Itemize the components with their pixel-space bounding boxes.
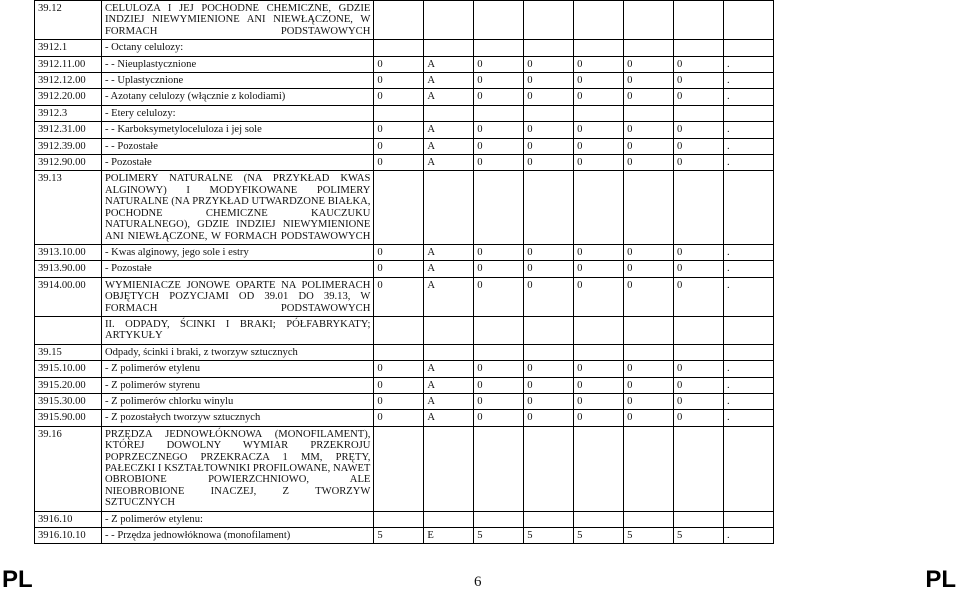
tariff-table [34, 0, 774, 544]
page-number: 6 [474, 574, 482, 590]
value-cell-5 [574, 511, 624, 527]
value-cell-8: . [723, 528, 773, 544]
table-row [35, 105, 774, 121]
value-cell-7: 0 [674, 73, 724, 89]
description-cell: - Octany celulozy: [101, 40, 373, 56]
value-cell-5: 0 [574, 261, 624, 277]
value-cell-6 [624, 105, 674, 121]
value-cell-3 [474, 40, 524, 56]
description-cell: - - Uplastycznione [101, 73, 373, 89]
cn-code-cell: 39.12 [35, 1, 102, 40]
value-cell-7 [674, 171, 724, 244]
value-cell-7: 0 [674, 410, 724, 426]
cn-code-cell: 3913.10.00 [35, 244, 102, 260]
value-cell-6: 0 [624, 261, 674, 277]
value-cell-7: 0 [674, 244, 724, 260]
value-cell-8: . [723, 377, 773, 393]
value-cell-1 [374, 316, 424, 344]
value-cell-5: 0 [574, 277, 624, 316]
description-cell: Odpady, ścinki i braki, z tworzyw sztucznych [101, 344, 373, 360]
cn-code-cell: 3915.10.00 [35, 361, 102, 377]
value-cell-2: A [424, 393, 474, 409]
table-row [35, 1, 774, 40]
value-cell-4 [524, 426, 574, 511]
page-footer [0, 566, 960, 594]
value-cell-2: A [424, 244, 474, 260]
value-cell-1 [374, 1, 424, 40]
table-row [35, 40, 774, 56]
description-cell: - Kwas alginowy, jego sole i estry [101, 244, 373, 260]
value-cell-1: 0 [374, 122, 424, 138]
value-cell-8: . [723, 138, 773, 154]
value-cell-5: 0 [574, 393, 624, 409]
cn-code-cell: 3915.30.00 [35, 393, 102, 409]
table-row [35, 155, 774, 171]
value-cell-8 [723, 40, 773, 56]
value-cell-5 [574, 344, 624, 360]
value-cell-8: . [723, 73, 773, 89]
cn-code-cell: 3913.90.00 [35, 261, 102, 277]
value-cell-6: 0 [624, 122, 674, 138]
value-cell-7: 0 [674, 138, 724, 154]
description-cell: CELULOZA I JEJ POCHODNE CHEMICZNE, GDZIE INDZIEJ NIEWYMIENIONE ANI NIEWŁĄCZONE, W FORMACH PODSTAWOWYCH [101, 1, 373, 40]
description-cell: PRZĘDZA JEDNOWŁÓKNOWA (MONOFILAMENT), KTÓREJ DOWOLNY WYMIAR PRZEKROJU POPRZECZNEGO PRZEKRACZA 1 MM, PRĘTY, PAŁECZKI I KSZTAŁTOWNIKI PROFILOWANE, NAWET OBROBIONE POWIERZCHNIOWO, ALE NIEOBROBIONE INACZEJ, Z TWORZYW SZTUCZNYCH [101, 426, 373, 511]
table-row [35, 244, 774, 260]
value-cell-3 [474, 344, 524, 360]
value-cell-1: 0 [374, 377, 424, 393]
value-cell-8 [723, 171, 773, 244]
value-cell-1: 0 [374, 410, 424, 426]
value-cell-3: 0 [474, 277, 524, 316]
value-cell-2: A [424, 56, 474, 72]
value-cell-6: 0 [624, 89, 674, 105]
value-cell-6 [624, 1, 674, 40]
value-cell-5: 0 [574, 138, 624, 154]
value-cell-3: 0 [474, 89, 524, 105]
description-cell: WYMIENIACZE JONOWE OPARTE NA POLIMERACH OBJĘTYCH POZYCJAMI OD 39.01 DO 39.13, W FORMACH PODSTAWOWYCH [101, 277, 373, 316]
cn-code-cell: 3915.90.00 [35, 410, 102, 426]
cn-code-cell [35, 316, 102, 344]
value-cell-6: 0 [624, 410, 674, 426]
value-cell-4: 0 [524, 361, 574, 377]
value-cell-5 [574, 40, 624, 56]
tariff-document [34, 0, 774, 544]
value-cell-2 [424, 1, 474, 40]
value-cell-7: 0 [674, 122, 724, 138]
value-cell-6: 0 [624, 138, 674, 154]
value-cell-5 [574, 316, 624, 344]
value-cell-3: 0 [474, 261, 524, 277]
value-cell-2: A [424, 361, 474, 377]
value-cell-3: 0 [474, 122, 524, 138]
value-cell-6 [624, 40, 674, 56]
value-cell-3 [474, 511, 524, 527]
table-row [35, 344, 774, 360]
value-cell-7: 0 [674, 361, 724, 377]
value-cell-7 [674, 426, 724, 511]
cn-code-cell: 3916.10 [35, 511, 102, 527]
country-code-right: PL [925, 566, 956, 593]
value-cell-6: 0 [624, 277, 674, 316]
description-cell: - - Pozostałe [101, 138, 373, 154]
description-cell: - Z polimerów etylenu [101, 361, 373, 377]
value-cell-4: 0 [524, 244, 574, 260]
value-cell-5: 0 [574, 73, 624, 89]
value-cell-5 [574, 105, 624, 121]
description-cell: POLIMERY NATURALNE (NA PRZYKŁAD KWAS ALGINOWY) I MODYFIKOWANE POLIMERY NATURALNE (NA PRZYKŁAD UTWARDZONE BIAŁKA, POCHODNE CHEMICZNE KAUCZUKU NATURALNEGO), GDZIE INDZIEJ NIEWYMIENIONE ANI NIEWŁĄCZONE, W FORMACH PODSTAWOWYCH [101, 171, 373, 244]
value-cell-8 [723, 426, 773, 511]
cn-code-cell: 3912.20.00 [35, 89, 102, 105]
value-cell-8: . [723, 261, 773, 277]
value-cell-5: 0 [574, 361, 624, 377]
value-cell-3: 0 [474, 410, 524, 426]
value-cell-2: A [424, 89, 474, 105]
value-cell-8: . [723, 277, 773, 316]
value-cell-4: 0 [524, 73, 574, 89]
value-cell-5: 0 [574, 155, 624, 171]
value-cell-1: 0 [374, 155, 424, 171]
value-cell-8: . [723, 122, 773, 138]
cn-code-cell: 39.16 [35, 426, 102, 511]
value-cell-4 [524, 171, 574, 244]
cn-code-cell: 3912.1 [35, 40, 102, 56]
value-cell-2: A [424, 73, 474, 89]
table-row [35, 73, 774, 89]
value-cell-2: A [424, 277, 474, 316]
value-cell-7: 0 [674, 277, 724, 316]
value-cell-6: 0 [624, 393, 674, 409]
value-cell-6: 0 [624, 56, 674, 72]
value-cell-3: 0 [474, 56, 524, 72]
value-cell-7 [674, 40, 724, 56]
value-cell-1 [374, 426, 424, 511]
cn-code-cell: 39.15 [35, 344, 102, 360]
value-cell-8 [723, 105, 773, 121]
value-cell-7 [674, 316, 724, 344]
value-cell-2: A [424, 122, 474, 138]
value-cell-6 [624, 511, 674, 527]
value-cell-2: E [424, 528, 474, 544]
value-cell-8 [723, 344, 773, 360]
value-cell-1: 5 [374, 528, 424, 544]
value-cell-5: 5 [574, 528, 624, 544]
description-cell: - Azotany celulozy (włącznie z kolodiami) [101, 89, 373, 105]
cn-code-cell: 3916.10.10 [35, 528, 102, 544]
description-cell: - Z polimerów styrenu [101, 377, 373, 393]
value-cell-3: 0 [474, 73, 524, 89]
value-cell-8: . [723, 244, 773, 260]
table-row [35, 511, 774, 527]
value-cell-2 [424, 426, 474, 511]
table-row [35, 410, 774, 426]
value-cell-3: 0 [474, 393, 524, 409]
value-cell-5: 0 [574, 89, 624, 105]
value-cell-2 [424, 105, 474, 121]
value-cell-8: . [723, 361, 773, 377]
value-cell-4: 0 [524, 89, 574, 105]
value-cell-4: 0 [524, 56, 574, 72]
value-cell-5: 0 [574, 377, 624, 393]
value-cell-6 [624, 426, 674, 511]
description-cell: - - Nieuplastycznione [101, 56, 373, 72]
value-cell-8: . [723, 393, 773, 409]
value-cell-3 [474, 1, 524, 40]
value-cell-8: . [723, 89, 773, 105]
value-cell-1: 0 [374, 138, 424, 154]
table-row [35, 361, 774, 377]
value-cell-8 [723, 511, 773, 527]
description-cell: II. ODPADY, ŚCINKI I BRAKI; PÓŁFABRYKATY; ARTYKUŁY [101, 316, 373, 344]
value-cell-4 [524, 511, 574, 527]
value-cell-8: . [723, 56, 773, 72]
description-cell: - Z polimerów chlorku winylu [101, 393, 373, 409]
value-cell-4 [524, 316, 574, 344]
country-code-left: PL [2, 566, 33, 593]
value-cell-6: 0 [624, 377, 674, 393]
value-cell-3: 5 [474, 528, 524, 544]
cn-code-cell: 3912.90.00 [35, 155, 102, 171]
value-cell-3: 0 [474, 138, 524, 154]
value-cell-6: 0 [624, 361, 674, 377]
value-cell-5: 0 [574, 410, 624, 426]
value-cell-8: . [723, 155, 773, 171]
description-cell: - Pozostałe [101, 261, 373, 277]
table-row [35, 261, 774, 277]
value-cell-3 [474, 426, 524, 511]
cn-code-cell: 3914.00.00 [35, 277, 102, 316]
value-cell-2 [424, 511, 474, 527]
value-cell-2 [424, 344, 474, 360]
value-cell-1: 0 [374, 361, 424, 377]
value-cell-3: 0 [474, 377, 524, 393]
value-cell-7 [674, 105, 724, 121]
value-cell-1 [374, 40, 424, 56]
table-row [35, 56, 774, 72]
value-cell-1: 0 [374, 277, 424, 316]
value-cell-6 [624, 171, 674, 244]
value-cell-4 [524, 344, 574, 360]
table-row [35, 89, 774, 105]
value-cell-2: A [424, 155, 474, 171]
value-cell-7: 0 [674, 393, 724, 409]
value-cell-2: A [424, 377, 474, 393]
value-cell-2: A [424, 410, 474, 426]
value-cell-8 [723, 1, 773, 40]
value-cell-4 [524, 40, 574, 56]
value-cell-5 [574, 1, 624, 40]
value-cell-3 [474, 105, 524, 121]
value-cell-1: 0 [374, 261, 424, 277]
value-cell-7 [674, 1, 724, 40]
value-cell-4: 0 [524, 261, 574, 277]
cn-code-cell: 39.13 [35, 171, 102, 244]
value-cell-2 [424, 171, 474, 244]
table-row [35, 277, 774, 316]
value-cell-6: 5 [624, 528, 674, 544]
value-cell-5: 0 [574, 56, 624, 72]
value-cell-5: 0 [574, 122, 624, 138]
table-row [35, 316, 774, 344]
table-row [35, 393, 774, 409]
table-row [35, 122, 774, 138]
value-cell-3 [474, 316, 524, 344]
value-cell-7: 0 [674, 155, 724, 171]
value-cell-7: 0 [674, 56, 724, 72]
value-cell-6: 0 [624, 155, 674, 171]
value-cell-4: 0 [524, 377, 574, 393]
value-cell-8 [723, 316, 773, 344]
value-cell-8: . [723, 410, 773, 426]
value-cell-1 [374, 344, 424, 360]
cn-code-cell: 3912.12.00 [35, 73, 102, 89]
value-cell-4 [524, 105, 574, 121]
value-cell-2 [424, 316, 474, 344]
value-cell-5 [574, 171, 624, 244]
description-cell: - Z pozostałych tworzyw sztucznych [101, 410, 373, 426]
value-cell-6: 0 [624, 73, 674, 89]
value-cell-7: 0 [674, 377, 724, 393]
value-cell-6 [624, 344, 674, 360]
cn-code-cell: 3912.31.00 [35, 122, 102, 138]
table-row [35, 426, 774, 511]
table-row [35, 138, 774, 154]
value-cell-7: 0 [674, 261, 724, 277]
value-cell-4: 0 [524, 155, 574, 171]
value-cell-6: 0 [624, 244, 674, 260]
value-cell-7: 5 [674, 528, 724, 544]
value-cell-4: 0 [524, 410, 574, 426]
value-cell-5 [574, 426, 624, 511]
value-cell-2: A [424, 138, 474, 154]
value-cell-4 [524, 1, 574, 40]
description-cell: - Pozostałe [101, 155, 373, 171]
value-cell-6 [624, 316, 674, 344]
cn-code-cell: 3912.3 [35, 105, 102, 121]
value-cell-4: 0 [524, 138, 574, 154]
cn-code-cell: 3912.39.00 [35, 138, 102, 154]
value-cell-5: 0 [574, 244, 624, 260]
value-cell-4: 0 [524, 277, 574, 316]
cn-code-cell: 3912.11.00 [35, 56, 102, 72]
value-cell-1: 0 [374, 89, 424, 105]
value-cell-4: 5 [524, 528, 574, 544]
description-cell: - - Przędza jednowłóknowa (monofilament) [101, 528, 373, 544]
value-cell-1: 0 [374, 73, 424, 89]
value-cell-3 [474, 171, 524, 244]
value-cell-3: 0 [474, 361, 524, 377]
value-cell-1: 0 [374, 56, 424, 72]
value-cell-1: 0 [374, 244, 424, 260]
value-cell-1 [374, 105, 424, 121]
value-cell-7 [674, 344, 724, 360]
table-row [35, 377, 774, 393]
table-row [35, 528, 774, 544]
cn-code-cell: 3915.20.00 [35, 377, 102, 393]
value-cell-4: 0 [524, 122, 574, 138]
value-cell-4: 0 [524, 393, 574, 409]
value-cell-1: 0 [374, 393, 424, 409]
value-cell-1 [374, 511, 424, 527]
value-cell-3: 0 [474, 244, 524, 260]
value-cell-7 [674, 511, 724, 527]
value-cell-2: A [424, 261, 474, 277]
description-cell: - - Karboksymetyloceluloza i jej sole [101, 122, 373, 138]
table-row [35, 171, 774, 244]
value-cell-2 [424, 40, 474, 56]
description-cell: - Etery celulozy: [101, 105, 373, 121]
value-cell-7: 0 [674, 89, 724, 105]
value-cell-1 [374, 171, 424, 244]
value-cell-3: 0 [474, 155, 524, 171]
description-cell: - Z polimerów etylenu: [101, 511, 373, 527]
